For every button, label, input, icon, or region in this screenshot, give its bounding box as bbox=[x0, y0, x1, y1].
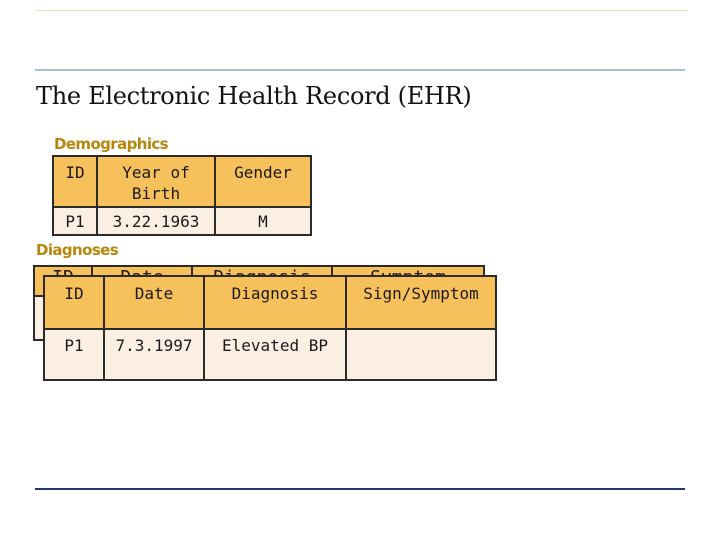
demographics-header-row bbox=[53, 156, 311, 207]
diagnoses-row bbox=[44, 329, 496, 380]
diagnoses-header-date: Date bbox=[104, 276, 204, 329]
demographics-cell-id: P1 bbox=[53, 207, 97, 235]
title-divider bbox=[35, 69, 685, 71]
demographics-header-year: Year of Birth bbox=[97, 156, 215, 207]
diagnoses-label: Diagnoses bbox=[36, 241, 119, 259]
diagnoses-cell-symptom bbox=[346, 329, 496, 380]
diagnoses-cell-id: P1 bbox=[44, 329, 104, 380]
demographics-header-id: ID bbox=[53, 156, 97, 207]
diagnoses-header-row bbox=[44, 276, 496, 329]
diagnoses-header-diagnosis: Diagnosis bbox=[204, 276, 346, 329]
demographics-row bbox=[53, 207, 311, 235]
demographics-cell-year: 3.22.1963 bbox=[97, 207, 215, 235]
demographics-cell-gender: M bbox=[215, 207, 311, 235]
diagnoses-table bbox=[43, 275, 497, 381]
diagnoses-cell-diagnosis: Elevated BP bbox=[204, 329, 346, 380]
diagnoses-header-id: ID bbox=[44, 276, 104, 329]
diagnoses-cell-date: 7.3.1997 bbox=[104, 329, 204, 380]
diagnoses-header-sign-symptom: Sign/Symptom bbox=[346, 276, 496, 329]
page-title: The Electronic Health Record (EHR) bbox=[36, 82, 472, 110]
demographics-label: Demographics bbox=[54, 135, 168, 153]
demographics-table bbox=[52, 155, 312, 236]
demographics-header-gender: Gender bbox=[215, 156, 311, 207]
top-divider bbox=[36, 10, 688, 11]
bottom-divider bbox=[35, 488, 685, 490]
